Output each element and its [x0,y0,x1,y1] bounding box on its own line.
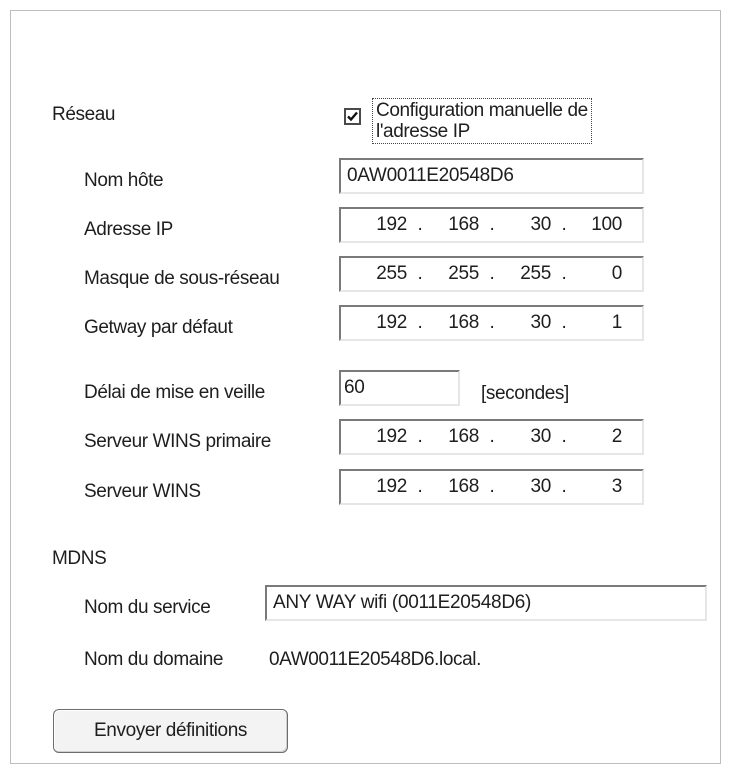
gateway-octet-1: 192 [376,312,407,333]
ip-octet-2: 168 [448,214,479,235]
ip-dot: . [417,214,423,235]
sleep-delay-value: 60 [344,377,365,398]
ip-dot: . [561,312,567,333]
wins-field[interactable] [339,469,644,505]
ip-dot: . [489,476,495,497]
hostname-field[interactable] [339,158,644,194]
wins-primary-label: Serveur WINS primaire [84,431,271,452]
mask-octet-2: 255 [448,263,479,284]
ip-dot: . [561,263,567,284]
ip-dot: . [489,426,495,447]
ip-octet-3: 30 [530,214,551,235]
hostname-label: Nom hôte [84,170,164,191]
ip-dot: . [561,214,567,235]
section-title-reseau: Réseau [52,104,116,125]
domain-name-label: Nom du domaine [84,649,224,670]
ip-dot: . [489,263,495,284]
wins-label: Serveur WINS [84,481,201,502]
mask-octet-1: 255 [376,263,407,284]
ip-octet-1: 192 [376,214,407,235]
gateway-octet-3: 30 [530,312,551,333]
wins2-octet-2: 168 [448,476,479,497]
wins-primary-field[interactable] [339,419,644,455]
ip-dot: . [489,312,495,333]
manual-ip-label-line2: l'adresse IP [376,121,470,142]
ip-dot: . [417,312,423,333]
gateway-octet-2: 168 [448,312,479,333]
gateway-label: Getway par défaut [84,317,233,338]
manual-ip-checkbox-label[interactable] [374,100,590,142]
gateway-field[interactable] [339,305,644,341]
subnet-mask-field[interactable] [339,256,644,292]
wins1-octet-3: 30 [530,426,551,447]
hostname-value: 0AW0011E20548D6 [347,165,514,186]
wins1-octet-1: 192 [376,426,407,447]
sleep-delay-unit: [secondes] [481,383,569,404]
wins2-octet-4: 3 [611,476,622,497]
wins1-octet-4: 2 [611,426,622,447]
wins2-octet-3: 30 [530,476,551,497]
ip-dot: . [417,426,423,447]
ip-address-field[interactable] [339,207,644,243]
manual-ip-label-line1: Configuration manuelle de [376,100,588,121]
sleep-delay-label: Délai de mise en veille [84,382,265,403]
service-name-field[interactable] [265,585,707,621]
mask-octet-4: 0 [611,263,622,284]
service-name-label: Nom du service [84,597,211,618]
sleep-delay-field[interactable] [339,370,460,406]
wins2-octet-1: 192 [376,476,407,497]
subnet-mask-label: Masque de sous-réseau [84,268,280,289]
wins1-octet-2: 168 [448,426,479,447]
send-settings-button[interactable]: Envoyer définitions [53,709,288,753]
section-title-mdns: MDNS [52,548,107,569]
check-icon [346,110,359,123]
service-name-value: ANY WAY wifi (0011E20548D6) [273,592,532,613]
ip-dot: . [561,426,567,447]
ip-octet-4: 100 [591,214,622,235]
ip-dot: . [489,214,495,235]
domain-name-value: 0AW0011E20548D6.local. [269,649,481,670]
gateway-octet-4: 1 [611,312,622,333]
ip-dot: . [561,476,567,497]
ip-address-label: Adresse IP [84,219,173,240]
mask-octet-3: 255 [520,263,551,284]
manual-ip-checkbox[interactable] [344,108,361,125]
ip-dot: . [417,263,423,284]
ip-dot: . [417,476,423,497]
